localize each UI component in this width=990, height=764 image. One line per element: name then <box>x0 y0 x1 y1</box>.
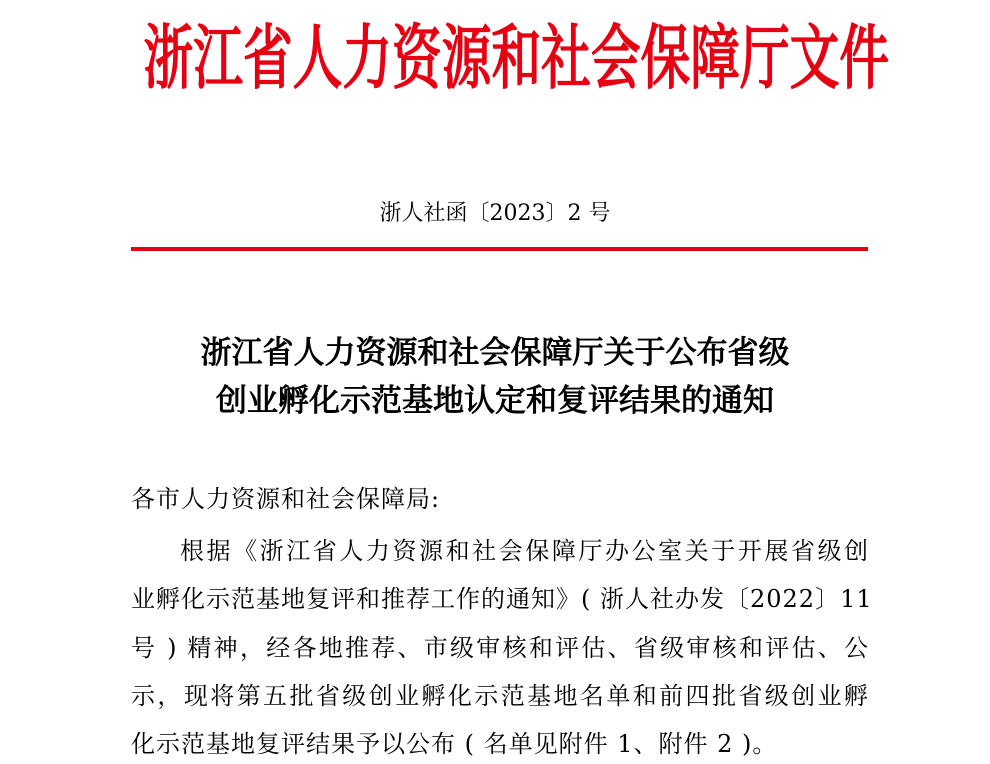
document-number: 浙人社函〔2023〕2 号 <box>379 201 611 226</box>
body-paragraph-line: 示，现将第五批省级创业孵化示范基地名单和前四批省级创业孵 <box>131 682 869 710</box>
issuer-masthead: 浙江省人力资源和社会保障厅文件 <box>143 17 890 99</box>
red-separator-line <box>131 247 868 251</box>
salutation: 各市人力资源和社会保障局: <box>131 485 441 513</box>
notice-title-line-2: 创业孵化示范基地认定和复评结果的通知 <box>216 383 774 419</box>
body-paragraph-line: 业孵化示范基地复评和推荐工作的通知》( 浙人社办发〔2022〕11 <box>131 585 873 613</box>
body-paragraph-line: 号 ) 精神，经各地推荐、市级审核和评估、省级审核和评估、公 <box>131 634 869 662</box>
body-paragraph-line: 化示范基地复评结果予以公布 ( 名单见附件 1、附件 2 )。 <box>131 730 778 758</box>
notice-title-line-1: 浙江省人力资源和社会保障厅关于公布省级 <box>200 335 790 371</box>
body-paragraph-line: 根据《浙江省人力资源和社会保障厅办公室关于开展省级创 <box>180 537 869 565</box>
